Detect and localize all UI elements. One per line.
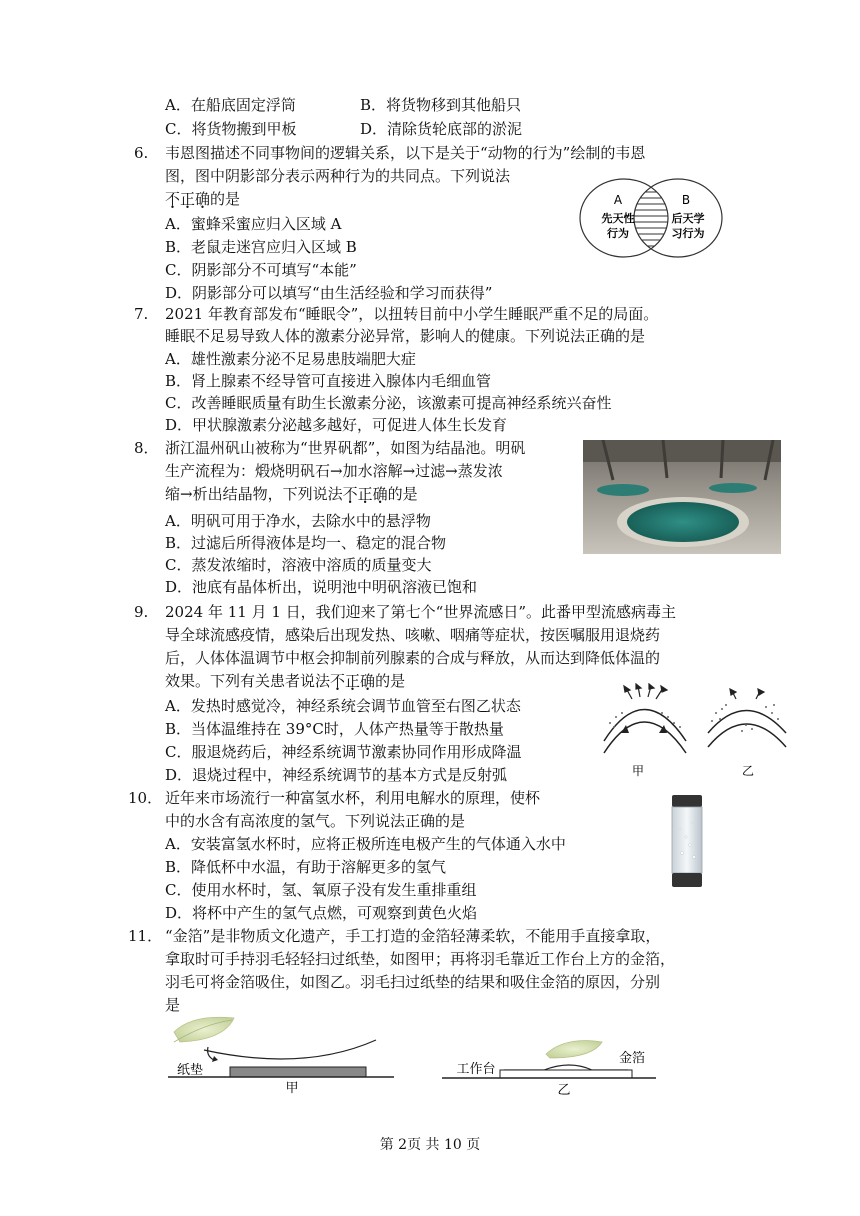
- venn-b-line1: 后天学: [671, 212, 705, 225]
- venn-a-line1: 先天性: [601, 212, 635, 225]
- q7-option-d: D．甲状腺激素分泌越多越好，可促进人体生长发育: [165, 416, 508, 434]
- q9-number: 9.: [134, 603, 149, 621]
- gold-foil: [504, 1065, 628, 1070]
- q7-option-b: B．肾上腺素不经导管可直接进入腺体内毛细血管: [165, 372, 492, 390]
- q11-stem-line4: 是: [165, 996, 181, 1014]
- paper-pad-label: 纸垫: [176, 1063, 204, 1078]
- q8-option-b: B．过滤后所得液体是均一、稳定的混合物: [165, 534, 447, 552]
- q8-stem-line3: 缩→析出结晶物，下列说法不正确的是: [165, 485, 418, 503]
- q8-option-a: A．明矾可用于净水，去除水中的悬浮物: [165, 512, 431, 530]
- q9-stem-line2: 导全球流感疫情，感染后出现发热、咳嗽、咽痛等症状，按医嘱服用退烧药: [165, 626, 661, 644]
- q7-option-a: A．雄性激素分泌不足易患肢端肥大症: [165, 350, 416, 368]
- q9-stem-line3: 后，人体体温调节中枢会抑制前列腺素的合成与释放，从而达到降低体温的: [165, 649, 661, 667]
- vessel-diagram-yi: [708, 689, 786, 747]
- figure-jia-caption: 甲: [285, 1081, 299, 1096]
- q5-option-a: A．在船底固定浮筒: [165, 96, 296, 114]
- vessel-diagrams: [596, 683, 796, 783]
- vessel-label-yi: 乙: [741, 764, 755, 778]
- q6-option-c: C．阴影部分不可填写“本能”: [165, 261, 357, 279]
- q6-option-b: B．老鼠走迷宫应归入区域 B: [165, 238, 357, 256]
- figure-jia: [164, 1010, 400, 1096]
- q5-option-b: B．将货物移到其他船只: [360, 96, 522, 114]
- q11-stem-line3: 羽毛可将金箔吸住，如图乙。羽毛扫过纸垫的结果和吸住金箔的原因，分别: [165, 973, 661, 991]
- vessel-diagram-jia: [604, 684, 686, 753]
- hydrogen-water-cup: [664, 793, 710, 891]
- figure-yi-caption: 乙: [557, 1083, 571, 1098]
- q7-number: 7.: [134, 305, 149, 323]
- crystallization-pool-photo: [583, 440, 781, 554]
- q8-number: 8．: [134, 439, 159, 457]
- q11-number: 11．: [128, 927, 163, 945]
- q10-number: 10．: [128, 789, 163, 807]
- q10-option-d: D．将杯中产生的氢气点燃，可观察到黄色火焰: [165, 904, 478, 922]
- venn-diagram: [578, 176, 724, 260]
- venn-a-line2: 行为: [607, 227, 629, 240]
- figure-yi: [442, 1026, 660, 1098]
- gold-foil-label: 金箔: [618, 1051, 646, 1066]
- q9-option-a: A．发热时感觉冷，神经系统会调节血管至右图乙状态: [165, 697, 521, 715]
- q11-stem-line1: “金箔”是非物质文化遗产，手工打造的金箔轻薄柔软，不能用手直接拿取，: [165, 927, 661, 945]
- q8-option-d: D．池底有晶体析出，说明池中明矾溶液已饱和: [165, 578, 478, 596]
- q7-stem-line2: 睡眠不足易导致人体的激素分泌异常，影响人的健康。下列说法正确的是: [165, 327, 646, 345]
- workbench-label: 工作台: [456, 1062, 496, 1077]
- q6-stem-line3: 不正确的是: [165, 190, 241, 208]
- q8-stem-line2: 生产流程为：煅烧明矾石→加水溶解→过滤→蒸发浓: [165, 462, 503, 480]
- vessel-label-jia: 甲: [631, 764, 645, 778]
- q5-option-c: C．将货物搬到甲板: [165, 120, 297, 138]
- q10-option-a: A．安装富氢水杯时，应将正极所连电极产生的气体通入水中: [165, 835, 566, 853]
- q11-stem-line2: 拿取时可手持羽毛轻轻扫过纸垫，如图甲；再将羽毛靠近工作台上方的金箔，: [165, 950, 676, 968]
- q9-option-c: C．服退烧药后，神经系统调节激素协同作用形成降温: [165, 743, 522, 761]
- feather-icon: [546, 1041, 602, 1059]
- q9-stem-line4: 效果。下列有关患者说法不正确的是: [165, 672, 406, 690]
- q5-option-d: D．清除货轮底部的淤泥: [360, 120, 523, 138]
- venn-label-b: B: [681, 193, 691, 207]
- q10-stem-line2: 中的水含有高浓度的氢气。下列说法正确的是: [165, 812, 466, 830]
- q9-option-d: D．退烧过程中，神经系统调节的基本方式是反射弧: [165, 766, 508, 784]
- q7-stem-line1: 2021 年教育部发布“睡眠令”，以扭转目前中小学生睡眠严重不足的局面。: [165, 305, 659, 323]
- q8-option-c: C．蒸发浓缩时，溶液中溶质的质量变大: [165, 556, 432, 574]
- page-footer: 第 2页 共 10 页: [379, 1137, 481, 1153]
- q6-stem-line2: 图，图中阴影部分表示两种行为的共同点。下列说法: [165, 167, 511, 185]
- q10-stem-line1: 近年来市场流行一种富氢水杯，利用电解水的原理，使杯: [165, 789, 541, 807]
- q8-stem-line1: 浙江温州矾山被称为“世界矾都”，如图为结晶池。明矾: [165, 439, 526, 457]
- q10-option-c: C．使用水杯时，氢、氧原子没有发生重排重组: [165, 881, 477, 899]
- q10-option-b: B．降低杯中水温，有助于溶解更多的氢气: [165, 858, 447, 876]
- q7-option-c: C．改善睡眠质量有助生长激素分泌，该激素可提高神经系统兴奋性: [165, 394, 612, 412]
- q9-stem-line1: 2024 年 11 月 1 日，我们迎来了第七个“世界流感日”。此番甲型流感病毒主: [165, 603, 676, 621]
- paper-pad: [230, 1067, 366, 1077]
- venn-b-line2: 习行为: [671, 227, 705, 240]
- q6-stem-line1: 韦恩图描述不同事物间的逻辑关系，以下是关于“动物的行为”绘制的韦恩: [165, 144, 646, 162]
- q6-option-a: A．蜜蜂采蜜应归入区域 A: [165, 215, 342, 233]
- q6-option-d: D．阴影部分可以填写“由生活经验和学习而获得”: [165, 284, 493, 302]
- q6-number: 6.: [134, 144, 149, 162]
- venn-label-a: A: [613, 193, 623, 207]
- q9-option-b: B．当体温维持在 39°C时，人体产热量等于散热量: [165, 720, 504, 738]
- workbench: [500, 1070, 632, 1078]
